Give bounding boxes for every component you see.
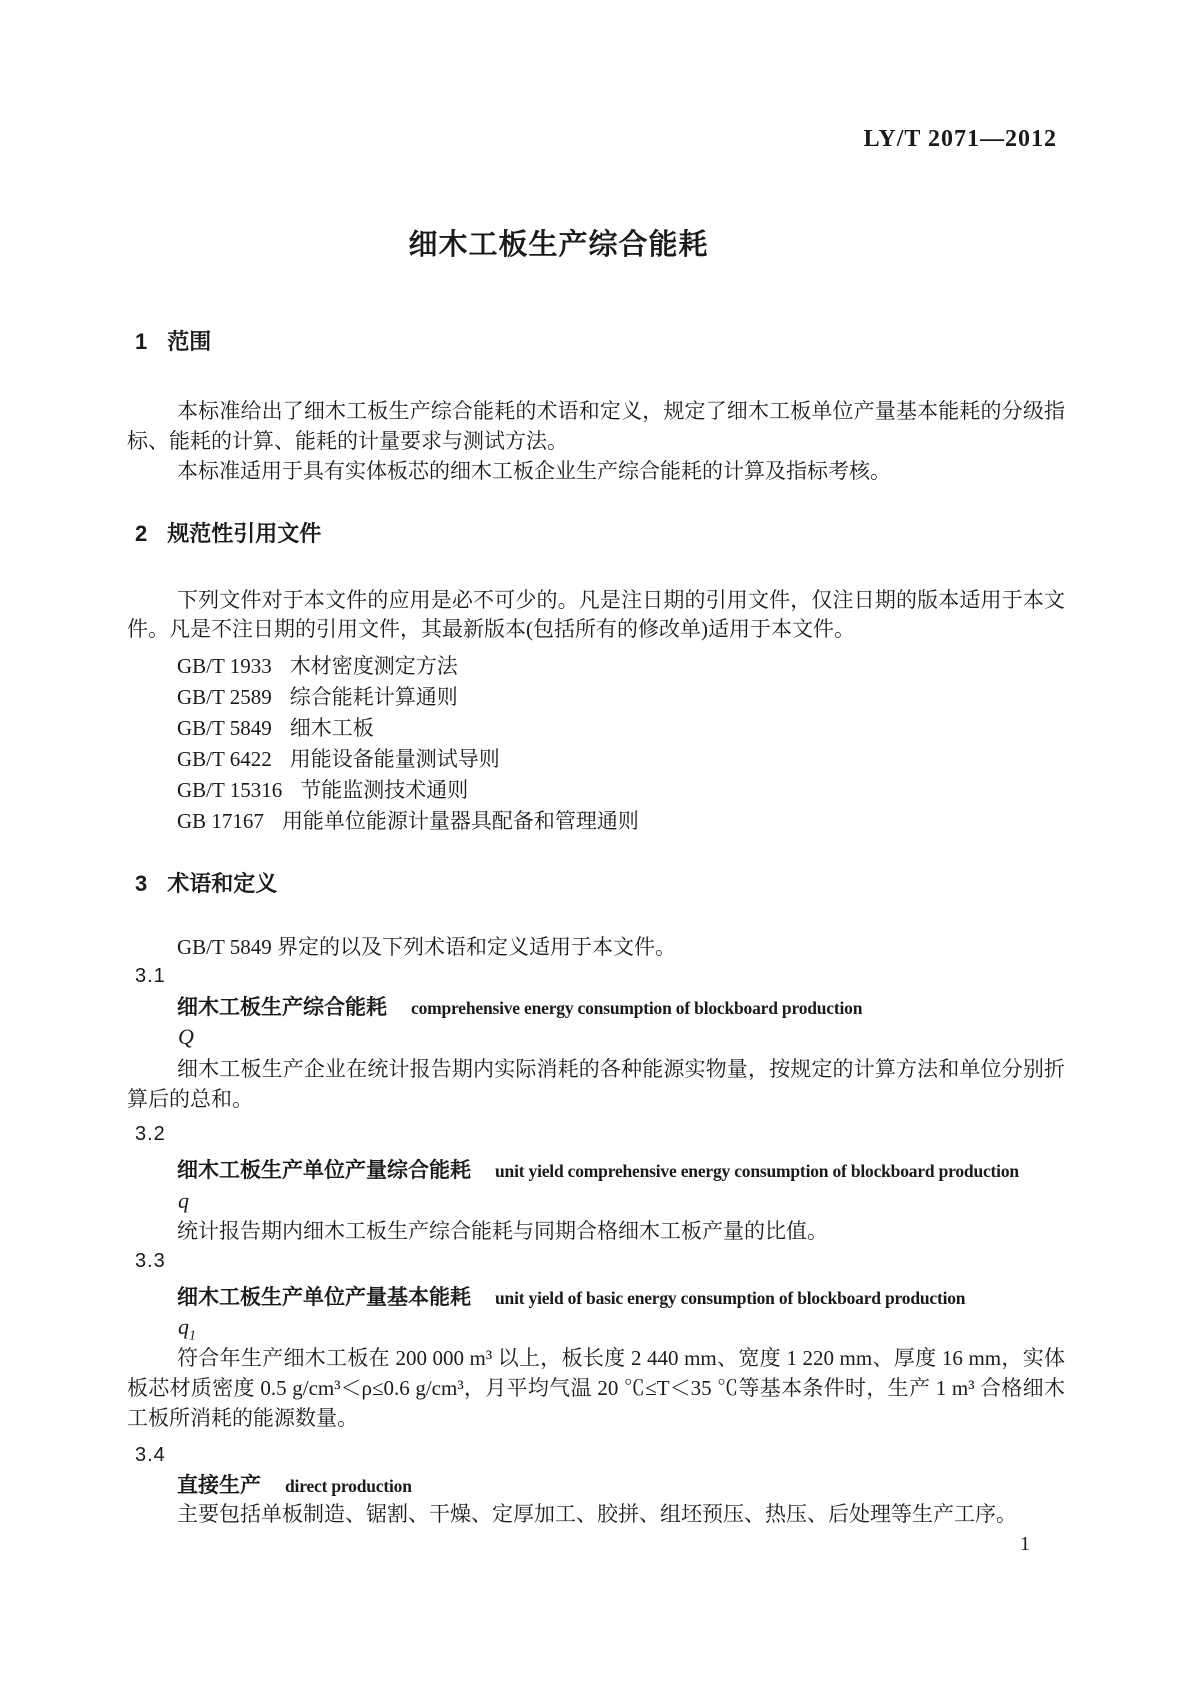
- reference-title: 用能单位能源计量器具配备和管理通则: [281, 809, 639, 833]
- symbol-subscript: 1: [189, 1328, 196, 1344]
- term-3-2-heading: [177, 1154, 1019, 1184]
- symbol-q: q: [178, 1188, 189, 1213]
- term-3-4-definition: 主要包括单板制造、锯割、干燥、定厚加工、胶拼、组坯预压、热压、后处理等生产工序。: [177, 1502, 1017, 1526]
- section-3-heading: [135, 871, 277, 897]
- term-3-3-heading: [177, 1281, 965, 1311]
- reference-item: [127, 775, 1065, 806]
- section-1-title: 范围: [167, 329, 212, 354]
- symbol-Q: Q: [178, 1024, 194, 1049]
- term-3-1-heading: [177, 991, 862, 1021]
- reference-code: GB/T 2589: [177, 685, 272, 709]
- symbol-q: q: [178, 1314, 189, 1339]
- term-3-1-en: comprehensive energy consumption of blockboard production: [411, 998, 863, 1018]
- scope-paragraph-2: 本标准适用于具有实体板芯的细木工板企业生产综合能耗的计算及指标考核。: [177, 459, 891, 483]
- normative-references-list: [127, 651, 1065, 837]
- section-2-heading: [135, 521, 321, 547]
- reference-code: GB/T 6422: [177, 747, 272, 771]
- term-3-2-zh: 细木工板生产单位产量综合能耗: [177, 1159, 471, 1182]
- reference-title: 综合能耗计算通则: [289, 685, 458, 709]
- term-3-2-symbol: [178, 1188, 189, 1214]
- term-3-2-definition: 统计报告期内细木工板生产综合能耗与同期合格细木工板产量的比值。: [177, 1219, 828, 1243]
- term-3-1-zh: 细木工板生产综合能耗: [177, 996, 387, 1019]
- page-number: 1: [1020, 1533, 1030, 1555]
- section-2-number: 2: [135, 521, 148, 546]
- term-3-1-definition: 细木工板生产企业在统计报告期内实际消耗的各种能源实物量，按规定的计算方法和单位分别折算后的总和。: [127, 1057, 1065, 1111]
- reference-code: GB 17167: [177, 809, 264, 833]
- term-3-4-zh: 直接生产: [177, 1474, 261, 1497]
- term-3-2-label: 3.2: [135, 1123, 166, 1145]
- reference-item: [127, 806, 1065, 837]
- term-3-3-label: 3.3: [135, 1250, 166, 1272]
- term-3-2-en: unit yield comprehensive energy consumption of blockboard production: [495, 1161, 1019, 1181]
- reference-item: [127, 713, 1065, 744]
- reference-title: 用能设备能量测试导则: [289, 747, 500, 771]
- term-3-4-heading: [177, 1469, 412, 1499]
- term-3-1-symbol: [178, 1024, 194, 1050]
- reference-title: 木材密度测定方法: [289, 654, 458, 678]
- section-2-title: 规范性引用文件: [167, 521, 322, 546]
- reference-item: [127, 682, 1065, 713]
- term-3-4-label: 3.4: [135, 1444, 166, 1466]
- reference-title: 细木工板: [289, 716, 374, 740]
- section-3-number: 3: [135, 871, 148, 896]
- reference-code: GB/T 1933: [177, 654, 272, 678]
- reference-title: 节能监测技术通则: [300, 778, 469, 802]
- normative-references-intro: 下列文件对于本文件的应用是必不可少的。凡是注日期的引用文件，仅注日期的版本适用于本文件。凡是不注日期的引用文件，其最新版本(包括所有的修改单)适用于本文件。: [127, 588, 1065, 641]
- section-3-title: 术语和定义: [167, 871, 278, 896]
- section-1-number: 1: [135, 329, 148, 354]
- document-title: 细木工板生产综合能耗: [408, 229, 709, 261]
- reference-code: GB/T 15316: [177, 778, 283, 802]
- term-3-4-en: direct production: [285, 1476, 412, 1496]
- reference-item: [127, 744, 1065, 775]
- terms-intro: GB/T 5849 界定的以及下列术语和定义适用于本文件。: [177, 935, 676, 959]
- section-1-heading: [135, 329, 211, 355]
- term-3-3-zh: 细木工板生产单位产量基本能耗: [177, 1286, 471, 1309]
- standard-code: LY/T 2071—2012: [863, 126, 1057, 152]
- reference-code: GB/T 5849: [177, 716, 272, 740]
- reference-item: [127, 651, 1065, 682]
- scope-paragraph-1: 本标准给出了细木工板生产综合能耗的术语和定义，规定了细木工板单位产量基本能耗的分级指标、能耗的计算、能耗的计量要求与测试方法。: [127, 399, 1065, 453]
- term-3-1-label: 3.1: [135, 965, 166, 987]
- term-3-3-definition: 符合年生产细木工板在 200 000 m³ 以上，板长度 2 440 mm、宽度 1 220 mm、厚度 16 mm，实体板芯材质密度 0.5 g/cm³＜ρ≤0.6 g/cm³，月平均气温 20 ℃≤T＜35 ℃等基本条件时，生产 1 m³ 合格细木工板所消耗的能源数量。: [127, 1346, 1065, 1430]
- term-3-3-en: unit yield of basic energy consumption of blockboard production: [495, 1288, 966, 1308]
